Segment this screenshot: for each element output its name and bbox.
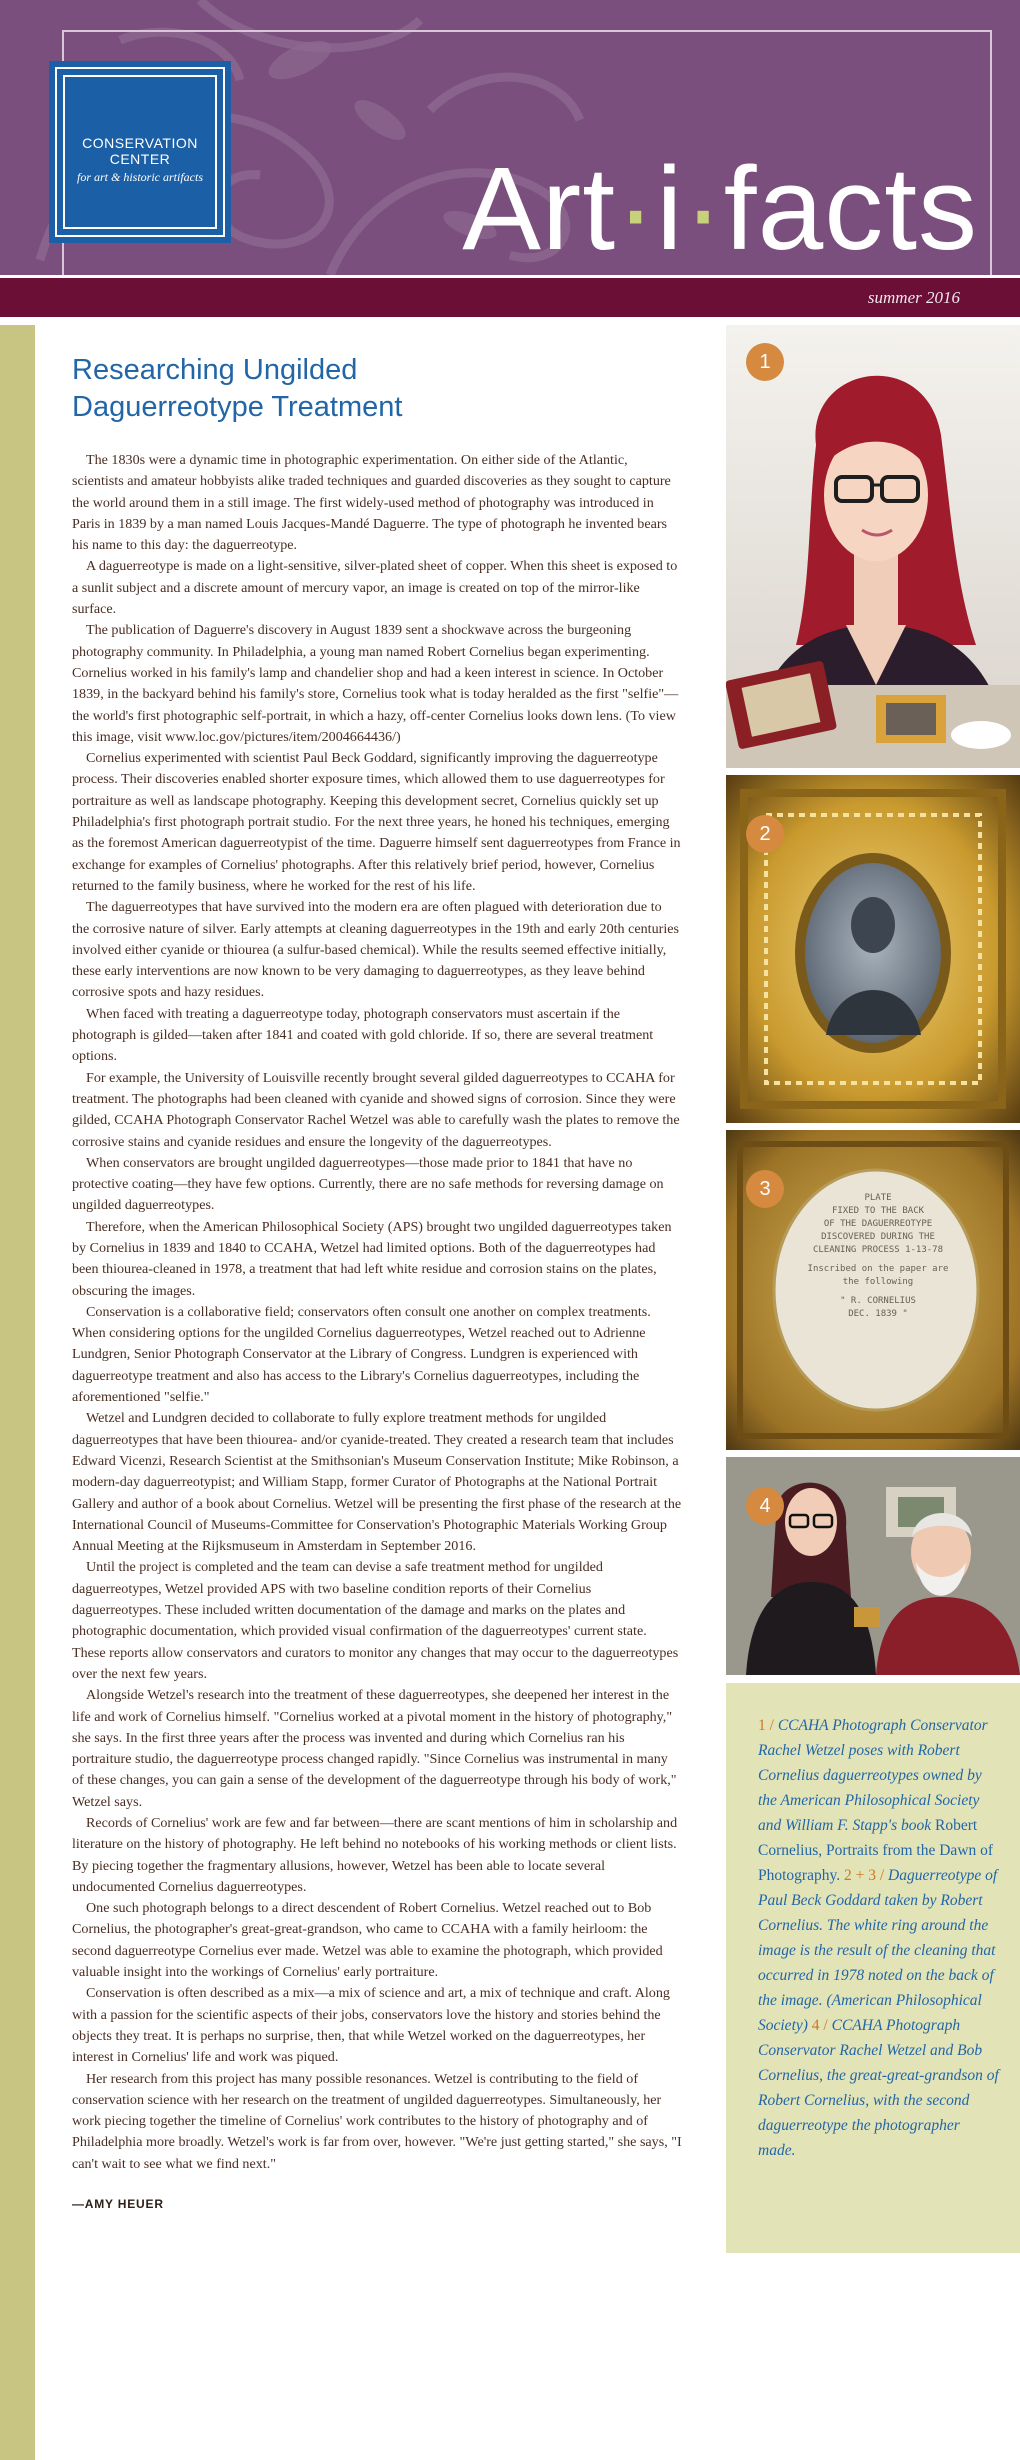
article	[72, 352, 682, 2211]
newsletter-title	[462, 143, 978, 275]
article-paragraph: One such photograph belongs to a direct descendent of Robert Cornelius. Wetzel reached out to Bob Cornelius, the photographer's great-great-grandson, who came to CCAHA with a family heirloom: the second daguerreotype Cornelius ever made. Wetzel was able to examine the photograph, which provided valuable insight into the workings of Cornelius' early portraiture.	[72, 1900, 663, 1981]
title-part-art: Art	[462, 143, 616, 275]
article-paragraph: Until the project is completed and the team can devise a safe treatment method for ungilded daguerreotypes, Wetzel provided APS with two baseline condition reports of their Cornelius daguerreotypes. These included written documentation of the damage and marks on the plates and photographic documentation, which provided visual confirmation of the daguerreotypes' current state. These reports allow conservators and curators to monitor any changes that may occur to the daguerreotypes over the next few years.	[72, 1559, 679, 1682]
article-paragraph: For example, the University of Louisville recently brought several gilded daguerreotypes to CCAHA for treatment. The photographs had been cleaned with cyanide and showed signs of corrosion. Since they were gilded, CCAHA Photograph Conservator Rachel Wetzel was able to carefully wash the plates to remove the corrosive stains and cyanide residues and ensure the longevity of the daguerreotypes.	[72, 1069, 680, 1150]
article-paragraph: Therefore, when the American Philosophical Society (APS) brought two ungilded daguerreotypes taken by Cornelius in 1839 and 1840 to CCAHA, Wetzel had limited options. Both of the daguerreotypes had been thiourea-cleaned in 1978, a treatment that had left white residue and corrosion stains on the plates, obscuring the images.	[72, 1218, 672, 1299]
article-paragraph: Records of Cornelius' work are few and far between—there are scant mentions of him in scholarship and literature on the history of photography. He left behind no notebooks of his working methods or client lists. By piecing together the fragmentary allusions, however, Wetzel has been able to locate several undocumented Cornelius daguerreotypes.	[72, 1815, 678, 1895]
article-paragraph: Conservation is a collaborative field; conservators often consult one another on complex treatments. When considering options for the ungilded Cornelius daguerreotypes, Wetzel reached out to Adrienne Lundgren, Senior Photograph Conservator at the Library of Congress. Lundgren is experienced with daguerreotype treatment and also has access to the Library's Cornelius daguerreotypes, including the aforementioned "selfie."	[72, 1303, 651, 1406]
headline-line1: Researching Ungilded	[72, 354, 358, 386]
article-paragraph: When conservators are brought ungilded daguerreotypes—those made prior to 1841 that have no protective coating—they have few options. Currently, there are no safe methods for reversing damage on ungilded daguerreotypes.	[72, 1154, 664, 1214]
logo-text-line1: CONSERVATION	[82, 135, 198, 151]
title-dot: ·	[683, 143, 724, 275]
article-body	[72, 450, 682, 2175]
inscription-line: Inscribed on the paper are	[807, 1264, 949, 1274]
article-paragraph: Wetzel and Lundgren decided to collaborate to fully explore treatment methods for ungilded daguerreotypes that have been thiourea- and/or cyanide-treated. They created a research team that includes Edward Vicenzi, Research Scientist at the Smithsonian's Museum Conservation Institute; Mike Robinson, a modern-day daguerreotypist; and William Stapp, former Curator of Photographs at the National Portrait Gallery and author of a book about Cornelius. Wetzel will be presenting the first phase of the research at the International Council of Museums-Committee for Conservation's Photographic Materials Working Group Annual Meeting at the Rijksmuseum in Amsterdam in September 2016.	[72, 1410, 682, 1555]
article-paragraph: The daguerreotypes that have survived into the modern era are often plagued with deterioration due to the corrosive nature of silver. Early attempts at cleaning daguerreotypes in the 19th and early 20th centuries involved either cyanide or thiourea (a sulfur-based chemical). While the results seemed effective initially, these early interventions are now known to be very damaging to daguerreotypes, as they leave behind corrosive spots and hazy residues.	[72, 899, 679, 1001]
article-paragraph: Cornelius experimented with scientist Paul Beck Goddard, significantly improving the daguerreotype process. Their discoveries enabled shorter exposure times, which allowed them to use daguerreotypes for portraiture as well as landscape photography. Keeping this development secret, Cornelius quickly set up Philadelphia's first photograph portrait studio. For the next three years, he honed his techniques, emerging as the foremost American daguerreotypist of the time. Daguerre himself sent daguerreotypes from France in exchange for examples of Cornelius' photographs. After this relatively brief period, however, Cornelius returned to the family business, where he worked for the rest of his life.	[72, 750, 681, 894]
issue-bar	[0, 275, 1020, 317]
caption-book-title: Robert Cornelius, Portraits from the Dawn of Photography.	[758, 1817, 994, 1884]
logo-inner-border	[63, 75, 217, 229]
inscription-line: FIXED TO THE BACK	[831, 1206, 925, 1216]
article-headline	[72, 352, 682, 426]
inscription-line: DEC. 1839 "	[848, 1309, 908, 1319]
caption-text-2-3: Daguerreotype of Paul Beck Goddard taken by Robert Cornelius. The white ring around the image is the result of the cleaning that occurred in 1978 noted on the back of the image. (American Philosophical Society)	[758, 1867, 998, 2034]
photo-number-badge: 2	[746, 815, 784, 853]
article-byline: —AMY HEUER	[72, 2197, 164, 2212]
logo-text-line2: CENTER	[109, 151, 171, 167]
inscription-line: CLEANING PROCESS 1-13-78	[812, 1245, 944, 1255]
article-paragraph: Conservation is often described as a mix—a mix of science and art, a mix of technique and craft. Along with a passion for the scientific aspects of their jobs, conservators love the history and stories behind the objects they treat. It is perhaps no surprise, then, that while Wetzel worked on the daguerreotypes, her interest in Cornelius' life and work was piqued.	[72, 1985, 670, 2066]
left-accent-stripe	[0, 325, 35, 2460]
masthead	[0, 0, 1020, 275]
photo-caption-box	[726, 1683, 1020, 2253]
article-paragraph: When faced with treating a daguerreotype today, photograph conservators must ascertain if the photograph is gilded—taken after 1841 and coated with gold chloride. If so, there are several treatment options.	[72, 1005, 654, 1065]
inscription-line: OF THE DAGUERREOTYPE	[823, 1219, 933, 1229]
photo-daguerreotype-frame	[726, 775, 1020, 1123]
inscription-line: " R. CORNELIUS	[840, 1296, 916, 1306]
article-paragraph: The 1830s were a dynamic time in photographic experimentation. On either side of the Atlantic, scientists and amateur hobbyists alike traded techniques and guarded discoveries as they sought to capture the world around them in a still image. The first widely-used method of photography was introduced in Paris in 1839 by a man named Louis Jacques-Mandé Daguerre. The type of photograph he invented bears his name to this day: the daguerreotype.	[72, 452, 671, 554]
title-part-facts: facts	[723, 143, 978, 275]
conservation-center-logo[interactable]	[55, 67, 225, 237]
photo-conservator-portrait	[726, 325, 1020, 768]
caption-text-4: CCAHA Photograph Conservator Rachel Wetzel and Bob Cornelius, the great-great-grandson of Robert Cornelius, with the second daguerreotype the photographer made.	[758, 2017, 999, 2159]
article-paragraph: The publication of Daguerre's discovery in August 1839 sent a shockwave across the burgeoning photography community. In Philadelphia, a young man named Robert Cornelius began experimenting. Cornelius worked in his family's lamp and chandelier shop and had a keen interest in science. In October 1839, in the backyard behind his family's store, Cornelius took what is today heralded as the first "selfie"—the world's first photographic self-portrait, in which a hazy, off-center Cornelius looks down lens. (To view this image, visit www.loc.gov/pictures/item/2004664436/)	[72, 622, 679, 745]
photo-number-badge: 1	[746, 343, 784, 381]
inscription-line: PLATE	[864, 1193, 892, 1203]
inscription-line: DISCOVERED DURING THE	[821, 1232, 935, 1242]
article-paragraph: Alongside Wetzel's research into the treatment of these daguerreotypes, she deepened her interest in the life and work of Cornelius himself. "Cornelius worked at a pivotal moment in the history of photography," she says. In the first three years after the process was invented and during which Cornelius ran his portraiture studio, the daguerreotype process changed rapidly. "Since Cornelius was instrumental in many of these changes, you can gain a sense of the development of the daguerreotype through his body of work," Wetzel says.	[72, 1687, 677, 1810]
issue-date: summer 2016	[867, 288, 960, 307]
photo-daguerreotype-back	[726, 1130, 1020, 1450]
logo-tagline: for art & historic artifacts	[76, 170, 203, 184]
portrait-illustration	[726, 325, 1020, 768]
title-dot: ·	[615, 143, 657, 275]
caption-text-1: CCAHA Photograph Conservator Rachel Wetzel poses with Robert Cornelius daguerreotypes owned by the American Philosophical Society and William F. Stapp's book	[758, 1717, 988, 1834]
caption-number-4: 4 /	[811, 2017, 828, 2034]
caption-number-1: 1 /	[758, 1717, 774, 1734]
photo-caption	[758, 1713, 1000, 2163]
inscription-text	[788, 1192, 968, 1321]
headline-line2: Daguerreotype Treatment	[72, 391, 403, 423]
article-paragraph: Her research from this project has many possible resonances. Wetzel is contributing to the field of conservation science with her research on the treatment of ungilded daguerreotypes. Simultaneously, her work piecing together the timeline of Cornelius' work contributes to the history of photography and of Philadelphia more broadly. Wetzel's work is far from over, however. "We're just getting started," she says, "I can't wait to see what we find next."	[72, 2070, 682, 2172]
title-part-i: i	[656, 143, 684, 275]
caption-number-2-3: 2 + 3 /	[843, 1867, 885, 1884]
photo-number-badge: 3	[746, 1170, 784, 1208]
inscription-line: the following	[842, 1277, 914, 1287]
photo-number-badge: 4	[746, 1487, 784, 1525]
photo-conservator-and-descendant	[726, 1457, 1020, 1675]
article-paragraph: A daguerreotype is made on a light-sensitive, silver-plated sheet of copper. When this sheet is exposed to a sunlit subject and a discrete amount of mercury vapor, an image is created on top of the mirror-like surface.	[72, 558, 678, 618]
